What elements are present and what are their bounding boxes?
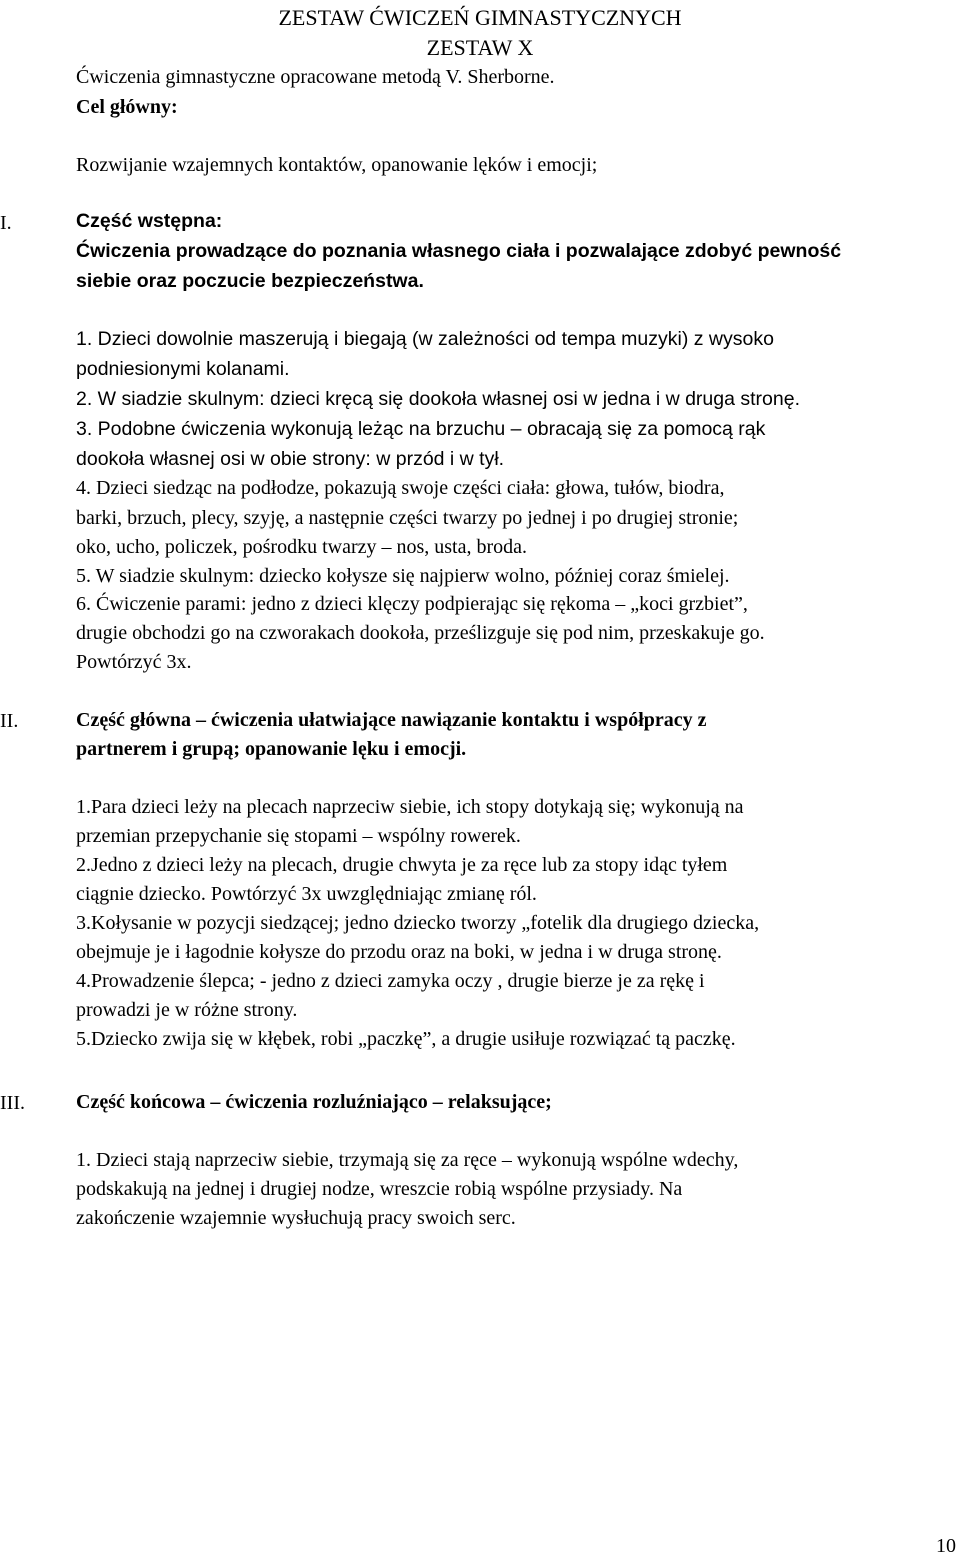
part2-text-line: 2.Jedno z dzieci leży na plecach, drugie chwyta je za ręce lub za stopy idąc tyłem [76, 854, 728, 876]
method-line: Ćwiczenia gimnastyczne opracowane metodą V. Sherborne. [76, 66, 555, 88]
part2-heading-line: partnerem i grupą; opanowanie lęku i emocji. [76, 738, 467, 760]
part2-text-line: ciągnie dziecko. Powtórzyć 3x uwzględniając zmianę ról. [76, 883, 537, 905]
part1-text-line: 6. Ćwiczenie parami: jedno z dzieci klęczy podpierając się rękoma – „koci grzbiet”, [76, 593, 748, 615]
part2-numeral: II. [0, 710, 19, 732]
document-subtitle: ZESTAW X [426, 35, 534, 60]
part1-text-line: 3. Podobne ćwiczenia wykonują leżąc na brzuchu – obracają się za pomocą rąk [76, 418, 766, 440]
part3-text-line: zakończenie wzajemnie wysłuchują pracy swoich serc. [76, 1207, 516, 1229]
part2-text-line: prowadzi je w różne strony. [76, 999, 298, 1021]
part1-text-line: drugie obchodzi go na czworakach dookoła, prześlizguje się pod nim, przeskakuje go. [76, 622, 765, 644]
document-title: ZESTAW ĆWICZEŃ GIMNASTYCZNYCH [278, 5, 682, 30]
part3-text-line: podskakują na jednej i drugiej nodze, wreszcie robią wspólne przysiady. Na [76, 1178, 683, 1200]
part1-text-line: Powtórzyć 3x. [76, 651, 192, 673]
part3-numeral: III. [0, 1092, 25, 1114]
part3-text-line: 1. Dzieci stają naprzeciw siebie, trzymają się za ręce – wykonują wspólne wdechy, [76, 1149, 739, 1171]
part2-text-line: 4.Prowadzenie ślepca; - jedno z dzieci zamyka oczy , drugie bierze je za rękę i [76, 970, 705, 992]
part1-text-line: 2. W siadzie skulnym: dzieci kręcą się dookoła własnej osi w jedna i w druga stronę. [76, 388, 800, 410]
part2-text-line: obejmuje je i łagodnie kołysze do przodu oraz na boki, w jedna i w druga stronę. [76, 941, 722, 963]
part2-text-line: 1.Para dzieci leży na plecach naprzeciw siebie, ich stopy dotykają się; wykonują na [76, 796, 744, 818]
part1-text-line: 1. Dzieci dowolnie maszerują i biegają (w zależności od tempa muzyki) z wysoko [76, 328, 774, 350]
part1-subheading-line: Ćwiczenia prowadzące do poznania własnego ciała i pozwalające zdobyć pewność [76, 240, 842, 262]
part1-text-line: 5. W siadzie skulnym: dziecko kołysze się najpierw wolno, później coraz śmielej. [76, 565, 730, 587]
part1-text-line: dookoła własnej osi w obie strony: w przód i w tył. [76, 448, 505, 470]
page-number: 10 [936, 1535, 956, 1557]
part2-text-line: przemian przepychanie się stopami – wspólny rowerek. [76, 825, 521, 847]
part1-subheading-line: siebie oraz poczucie bezpieczeństwa. [76, 270, 424, 292]
part2-text-line: 3.Kołysanie w pozycji siedzącej; jedno dziecko tworzy „fotelik dla drugiego dziecka, [76, 912, 760, 934]
part3-heading: Część końcowa – ćwiczenia rozluźniająco – relaksujące; [76, 1091, 552, 1113]
goal-text: Rozwijanie wzajemnych kontaktów, opanowanie lęków i emocji; [76, 154, 598, 176]
part1-text-line: 4. Dzieci siedząc na podłodze, pokazują swoje części ciała: głowa, tułów, biodra, [76, 477, 725, 499]
part2-text-line: 5.Dziecko zwija się w kłębek, robi „paczkę”, a drugie usiłuje rozwiązać tą paczkę. [76, 1028, 736, 1050]
part1-heading: Część wstępna: [76, 210, 223, 232]
part1-text-line: oko, ucho, policzek, pośrodku twarzy – nos, usta, broda. [76, 536, 528, 558]
part2-heading-line: Część główna – ćwiczenia ułatwiające nawiązanie kontaktu i współpracy z [76, 709, 707, 731]
part1-text-line: barki, brzuch, plecy, szyję, a następnie części twarzy po jednej i po drugiej stronie; [76, 507, 739, 529]
part1-text-line: podniesionymi kolanami. [76, 358, 290, 380]
goal-label: Cel główny: [76, 96, 178, 118]
part1-numeral: I. [0, 212, 12, 234]
